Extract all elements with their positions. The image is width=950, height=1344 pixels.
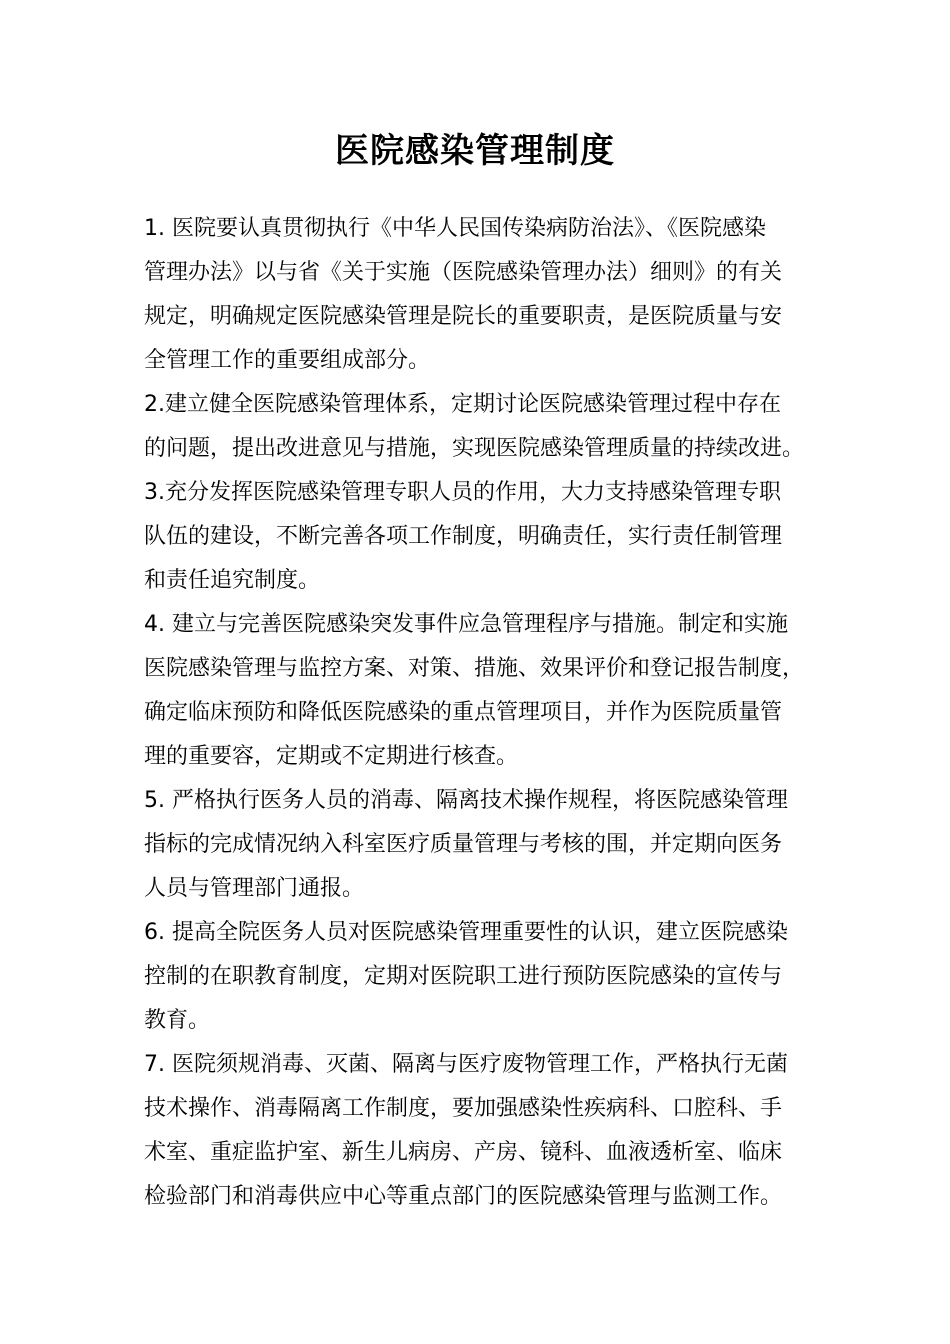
paragraph-line: 管理办法》以与省《关于实施（医院感染管理办法）细则》的有关 — [144, 260, 783, 285]
paragraph-line: 7. 医院须规消毒、灭菌、隔离与医疗废物管理工作，严格执行无菌 — [144, 1052, 788, 1077]
document-body — [144, 207, 812, 1219]
paragraph-line: 医院感染管理与监控方案、对策、措施、效果评价和登记报告制度， — [144, 656, 805, 681]
paragraph-2 — [144, 383, 812, 471]
paragraph-4 — [144, 603, 812, 779]
paragraph-line: 和责任追究制度。 — [144, 568, 321, 593]
paragraph-line: 3.充分发挥医院感染管理专职人员的作用，大力支持感染管理专职 — [144, 480, 781, 505]
paragraph-line: 队伍的建设，不断完善各项工作制度，明确责任，实行责任制管理 — [144, 524, 783, 549]
paragraph-line: 4. 建立与完善医院感染突发事件应急管理程序与措施。制定和实施 — [144, 612, 788, 637]
paragraph-6 — [144, 911, 812, 1043]
paragraph-line: 5. 严格执行医务人员的消毒、隔离技术操作规程，将医院感染管理 — [144, 788, 788, 813]
paragraph-line: 的问题，提出改进意见与措施，实现医院感染管理质量的持续改进。 — [144, 436, 805, 461]
paragraph-line: 控制的在职教育制度，定期对医院职工进行预防医院感染的宣传与 — [144, 964, 783, 989]
paragraph-line: 2.建立健全医院感染管理体系，定期讨论医院感染管理过程中存在 — [144, 392, 781, 417]
paragraph-line: 技术操作、消毒隔离工作制度，要加强感染性疾病科、口腔科、手 — [144, 1096, 783, 1121]
paragraph-1 — [144, 207, 812, 383]
paragraph-line: 理的重要容，定期或不定期进行核查。 — [144, 744, 519, 769]
paragraph-line: 术室、重症监护室、新生儿病房、产房、镜科、血液透析室、临床 — [144, 1140, 783, 1165]
paragraph-line: 全管理工作的重要组成部分。 — [144, 348, 431, 373]
paragraph-line: 1. 医院要认真贯彻执行《中华人民国传染病防治法》、《医院感染 — [144, 216, 766, 241]
paragraph-line: 6. 提高全院医务人员对医院感染管理重要性的认识，建立医院感染 — [144, 920, 788, 945]
paragraph-7 — [144, 1043, 812, 1219]
paragraph-line: 检验部门和消毒供应中心等重点部门的医院感染管理与监测工作。 — [144, 1184, 783, 1209]
paragraph-line: 教育。 — [144, 1008, 211, 1033]
document-title: 医院感染管理制度 — [335, 131, 615, 171]
paragraph-5 — [144, 779, 812, 911]
paragraph-line: 规定，明确规定医院感染管理是院长的重要职责，是医院质量与安 — [144, 304, 783, 329]
paragraph-3 — [144, 471, 812, 603]
paragraph-line: 人员与管理部门通报。 — [144, 876, 365, 901]
paragraph-line: 确定临床预防和降低医院感染的重点管理项目，并作为医院质量管 — [144, 700, 783, 725]
paragraph-line: 指标的完成情况纳入科室医疗质量管理与考核的围，并定期向医务 — [144, 832, 783, 857]
